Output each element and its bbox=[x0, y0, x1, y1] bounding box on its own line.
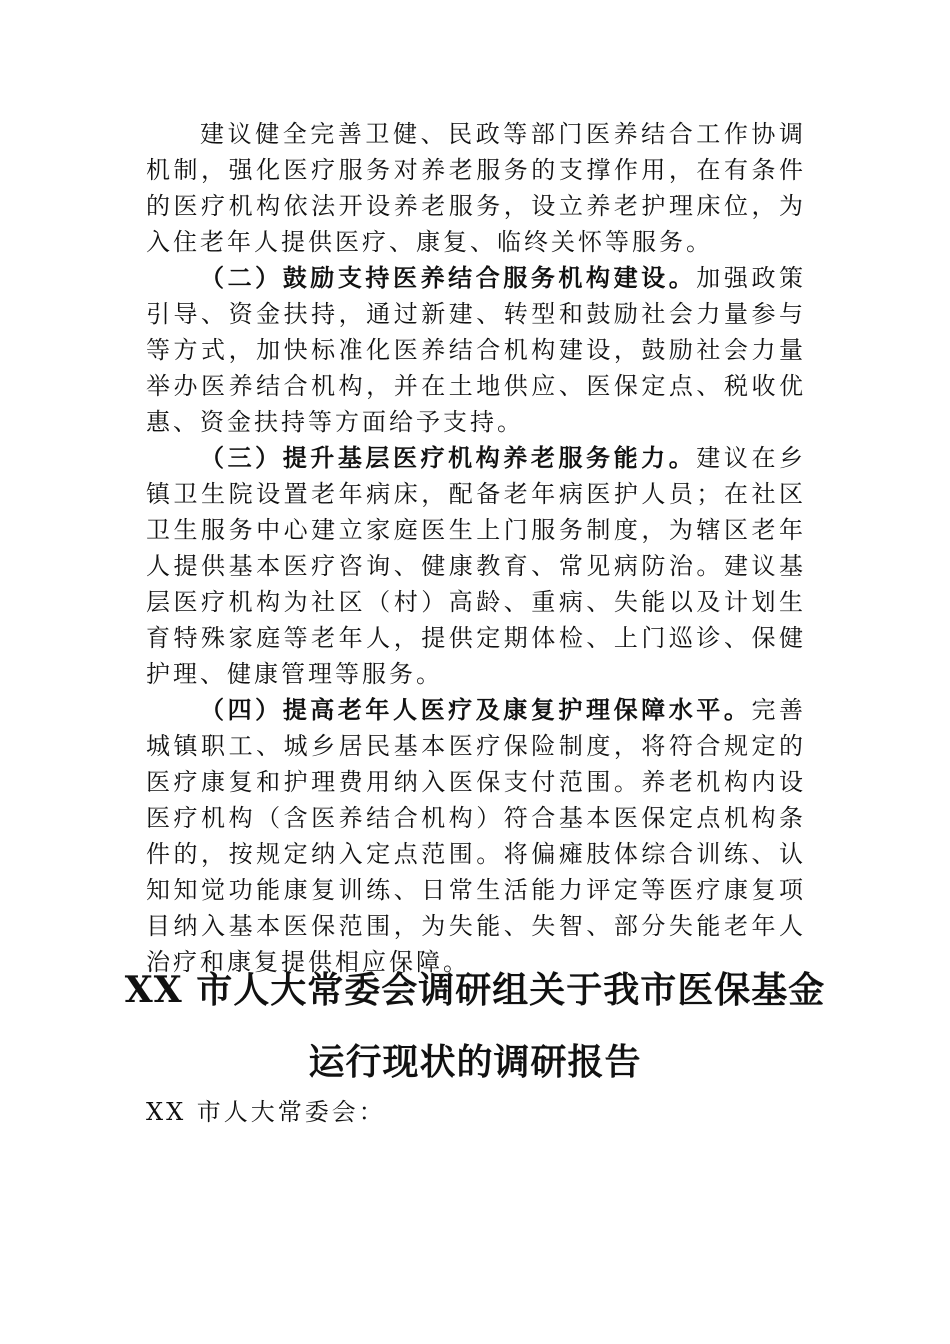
salutation: XX 市人大常委会： bbox=[146, 1098, 386, 1126]
paragraph-3 bbox=[146, 440, 806, 692]
document-body bbox=[146, 116, 806, 980]
paragraph-1-text: 建议健全完善卫健、民政等部门医养结合工作协调机制，强化医疗服务对养老服务的支撑作用，在有条件的医疗机构依法开设养老服务，设立养老护理床位，为入住老年人提供医疗、康复、临终关怀等服务。 bbox=[146, 120, 806, 256]
paragraph-1 bbox=[146, 116, 806, 260]
paragraph-3-text: 建议在乡镇卫生院设置老年病床，配备老年病医护人员；在社区卫生服务中心建立家庭医生上门服务制度，为辖区老年人提供基本医疗咨询、健康教育、常见病防治。建议基层医疗机构为社区（村）高龄、重病、失能以及计划生育特殊家庭等老年人，提供定期体检、上门巡诊、保健护理、健康管理等服务。 bbox=[146, 444, 807, 688]
paragraph-4-lead: （四）提高老年人医疗及康复护理保障水平。 bbox=[200, 695, 752, 724]
paragraph-2 bbox=[146, 260, 806, 440]
paragraph-3-lead: （三）提升基层医疗机构养老服务能力。 bbox=[200, 443, 697, 472]
paragraph-2-text: 加强政策引导、资金扶持，通过新建、转型和鼓励社会力量参与等方式，加快标准化医养结合机构建设，鼓励社会力量举办医养结合机构，并在土地供应、医保定点、税收优惠、资金扶持等方面给予支持。 bbox=[146, 264, 807, 436]
paragraph-4 bbox=[146, 692, 806, 980]
report-title-line-1: XX 市人大常委会调研组关于我市医保基金 bbox=[124, 969, 826, 1011]
paragraph-2-lead: （二）鼓励支持医养结合服务机构建设。 bbox=[200, 263, 697, 292]
paragraph-4-text: 完善城镇职工、城乡居民基本医疗保险制度，将符合规定的医疗康复和护理费用纳入医保支付范围。养老机构内设医疗机构（含医养结合机构）符合基本医保定点机构条件的，按规定纳入定点范围。将偏瘫肢体综合训练、认知知觉功能康复训练、日常生活能力评定等医疗康复项目纳入基本医保范围，为失能、失智、部分失能老年人治疗和康复提供相应保障。 bbox=[146, 696, 807, 976]
report-title-line-2: 运行现状的调研报告 bbox=[308, 1041, 642, 1083]
